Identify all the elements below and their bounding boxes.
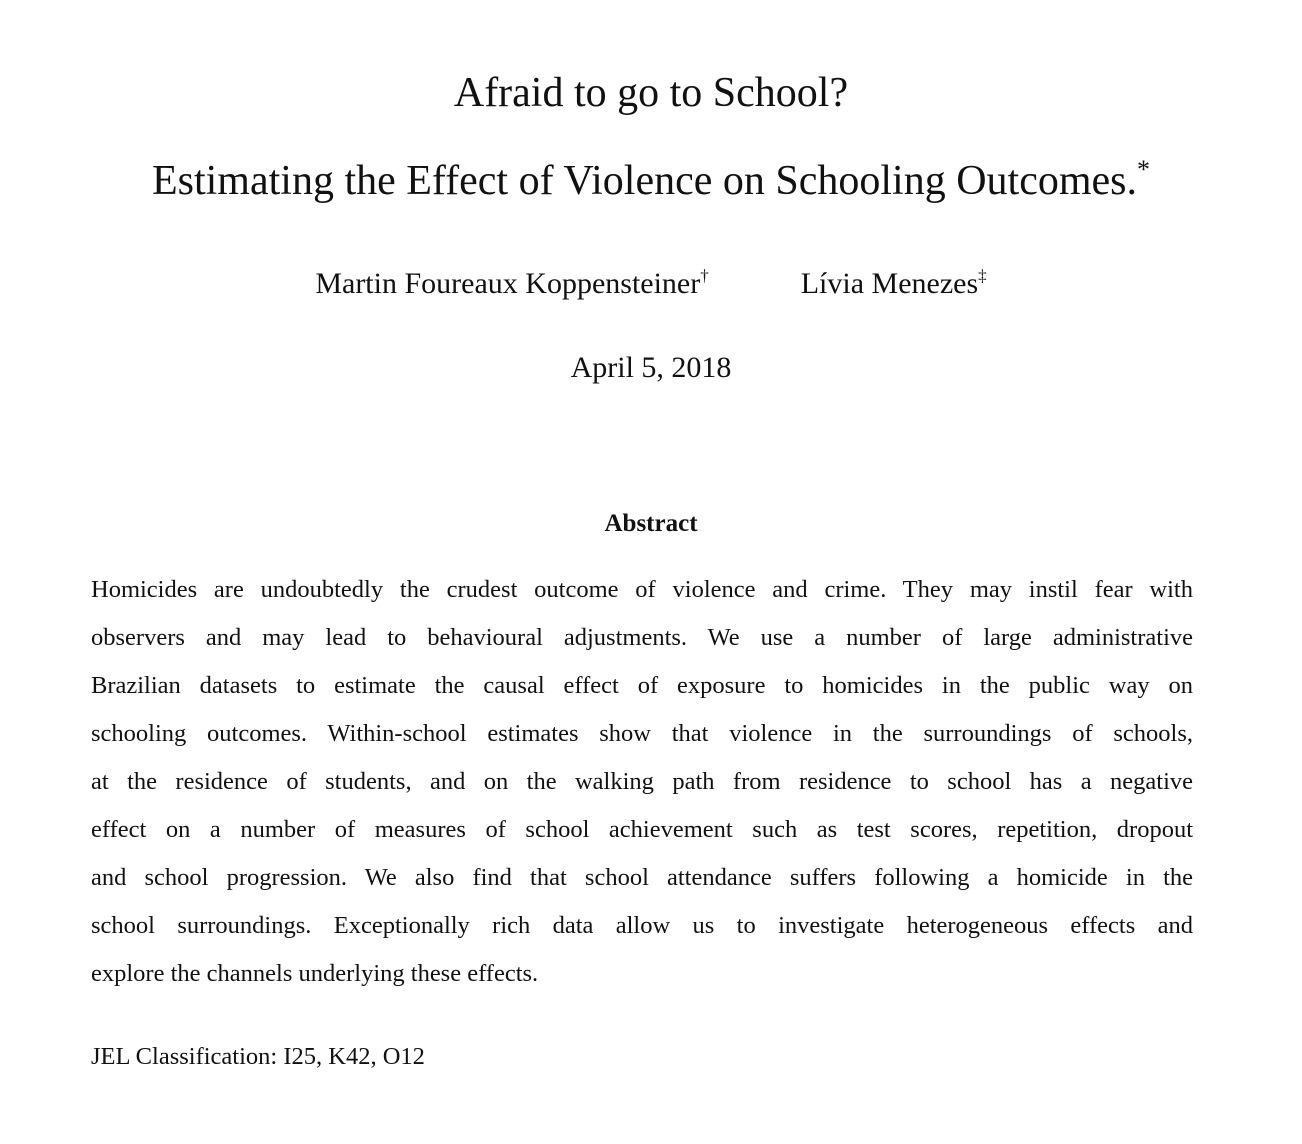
jel-classification: JEL Classification: I25, K42, O12 bbox=[91, 1043, 425, 1070]
abstract-line: and school progression. We also find that school attendance suffers following a homicide in the bbox=[91, 864, 1193, 891]
author-2-footnote-mark[interactable]: ‡ bbox=[978, 266, 987, 285]
author-2 bbox=[801, 264, 987, 304]
abstract-body bbox=[91, 566, 1193, 998]
abstract-line: schooling outcomes. Within-school estimates show that violence in the surroundings of schools, bbox=[91, 720, 1193, 747]
abstract-line-last: explore the channels underlying these effects. bbox=[91, 960, 539, 987]
author-1-footnote-mark[interactable]: † bbox=[700, 266, 709, 285]
abstract-line: school surroundings. Exceptionally rich data allow us to investigate heterogeneous effects and bbox=[91, 912, 1193, 939]
title-text-2: Estimating the Effect of Violence on Schooling Outcomes. bbox=[151, 158, 1138, 204]
abstract-line: effect on a number of measures of school achievement such as test scores, repetition, dropout bbox=[91, 816, 1193, 843]
abstract-line: at the residence of students, and on the walking path from residence to school has a negative bbox=[91, 768, 1193, 795]
title-text-1: Afraid to go to School? bbox=[453, 70, 849, 116]
publication-date: April 5, 2018 bbox=[570, 351, 732, 384]
abstract-line: Brazilian datasets to estimate the causal effect of exposure to homicides in the public way on bbox=[91, 672, 1193, 699]
title-line-1 bbox=[0, 68, 1302, 118]
title-footnote-mark[interactable]: * bbox=[1137, 155, 1151, 184]
author-1-name: Martin Foureaux Koppensteiner bbox=[315, 267, 701, 300]
abstract-line: Homicides are undoubtedly the crudest outcome of violence and crime. They may instil fear with bbox=[91, 576, 1193, 603]
author-2-name: Lívia Menezes bbox=[800, 267, 979, 300]
title-line-2 bbox=[0, 156, 1302, 206]
abstract-line: observers and may lead to behavioural adjustments. We use a number of large administrative bbox=[91, 624, 1193, 651]
author-list bbox=[0, 264, 1302, 304]
abstract-heading: Abstract bbox=[604, 510, 698, 537]
author-1 bbox=[315, 264, 708, 304]
